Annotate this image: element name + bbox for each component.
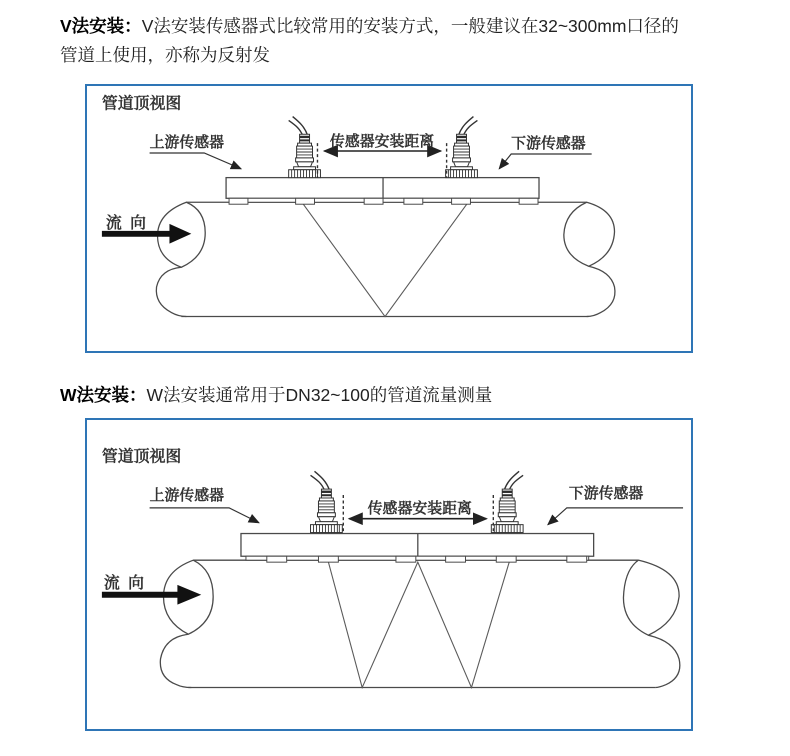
upstream-leader-line — [150, 153, 241, 169]
pipe-w — [160, 560, 680, 687]
intro-v-line1: V法安装：V法安装传感器式比较常用的安装方式，一般建议在32~300mm口径的 — [60, 16, 679, 36]
pipe-v — [156, 202, 615, 316]
upstream-sensor-icon — [311, 471, 343, 532]
sensor-distance-label: 传感器安装距离 — [367, 500, 472, 517]
intro-w-heading: W法安装： — [60, 385, 147, 405]
downstream-leader-line — [548, 508, 683, 525]
v-sound-path — [303, 203, 468, 316]
downstream-sensor-icon — [491, 471, 523, 532]
downstream-sensor-label: 下游传感器 — [511, 136, 586, 153]
intro-v-paragraph — [60, 12, 760, 70]
upstream-sensor-label: 上游传感器 — [149, 488, 225, 504]
w-method-diagram-frame — [85, 418, 693, 731]
mounting-rail-v — [226, 178, 539, 205]
pipe-end-right-icon — [564, 202, 615, 266]
pipe-top-view-title: 管道顶视图 — [101, 95, 182, 113]
pipe-top-view-title: 管道顶视图 — [101, 448, 182, 466]
v-method-diagram — [87, 86, 691, 351]
flow-direction-label: 流 向 — [103, 574, 147, 592]
upstream-sensor-label: 上游传感器 — [149, 135, 225, 152]
pipe-end-right-icon — [623, 560, 679, 635]
downstream-sensor-icon — [446, 117, 478, 178]
v-method-diagram-frame — [85, 84, 693, 353]
mounting-rail-w — [241, 534, 594, 563]
upstream-leader-line — [150, 508, 259, 523]
downstream-sensor-label: 下游传感器 — [568, 486, 644, 502]
intro-w-line1: W法安装：W法安装通常用于DN32~100的管道流量测量 — [60, 385, 493, 405]
downstream-leader-line — [499, 154, 591, 169]
flow-direction-label: 流 向 — [105, 214, 149, 232]
upstream-sensor-icon — [289, 117, 321, 178]
w-sound-path — [328, 562, 509, 687]
w-method-diagram — [87, 420, 691, 729]
intro-v-heading: V法安装： — [60, 16, 142, 36]
sensor-distance-label: 传感器安装距离 — [329, 134, 435, 151]
intro-v-line2: 管道上使用，亦称为反射发 — [60, 45, 270, 65]
intro-w-paragraph — [60, 381, 760, 410]
